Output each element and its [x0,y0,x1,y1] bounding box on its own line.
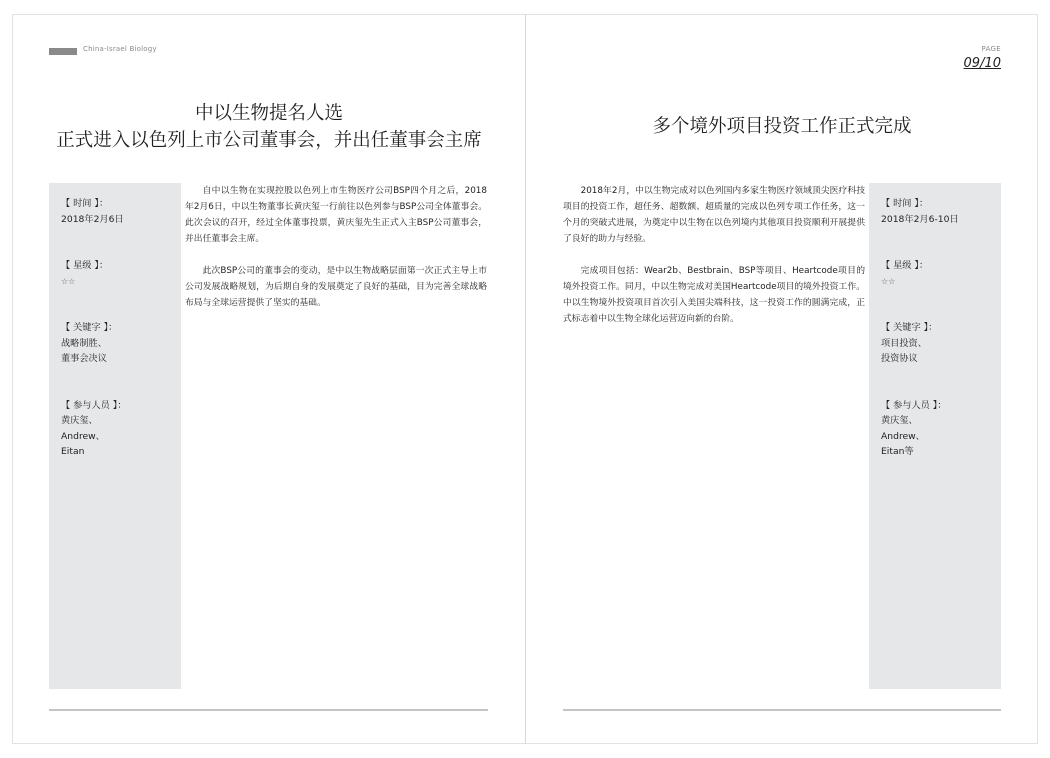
time-value: 2018年2月6日 [61,213,124,225]
participant-item: Andrew、 [881,430,925,442]
page-label: PAGE [981,45,1001,53]
keyword-item: 项目投资、 [881,337,927,349]
participants-label: 【 参与人员 】： [61,399,127,411]
time-label: 【 时间 】： [61,198,109,209]
star-rating: ☆☆ [881,276,896,286]
participant-item: Andrew、 [61,430,105,442]
right-info-sidebar [869,183,1001,689]
right-page-title: 多个境外项目投资工作正式完成 [652,116,912,137]
body-paragraph: 完成项目包括：Wear2b、Bestbrain、BSP等项目、Heartcode项目的境外投资工作。同月，中以生物完成对美国Heartcode项目的境外投资工作。中以生物境外投资项目首次引入美国尖端科技，这一投资工作的圆满完成，正式标志着中以生物全球化运营迈向新的台阶。 [563,266,865,324]
body-paragraph: 2018年2月，中以生物完成对以色列国内多家生物医疗领域顶尖医疗科技项目的投资工作，超任务、超数额、超质量的完成以色列专项工作任务，这一个月的突破式进展，为奠定中以生物在以色列境内其他项目投资顺利开展提供了良好的助力与经验。 [563,186,865,244]
keywords-field [61,320,169,367]
keyword-item: 战略制胜、 [61,337,107,349]
participant-item: 黄庆玺、 [61,415,98,426]
keywords-field [881,320,989,367]
time-field [881,196,989,227]
body-paragraph: 此次BSP公司的董事会的变动，是中以生物战略层面第一次正式主导上市公司发展战略规划，为后期自身的发展奠定了良好的基础，目为完善全球战略布局与全球运营提供了坚实的基础。 [185,266,487,308]
star-rating: ☆☆ [61,276,76,286]
participant-item: Eitan [61,446,85,457]
participants-field [881,398,989,460]
left-info-sidebar [49,183,181,689]
left-bottom-rule [49,709,488,711]
left-title-line-1: 中以生物提名人选 [194,103,343,124]
right-body-text [563,183,865,343]
participants-field [61,398,169,460]
participants-label: 【 参与人员 】： [881,399,947,411]
rating-label: 【 星级 】： [61,260,109,271]
participant-item: Eitan等 [881,446,914,457]
time-field [61,196,169,227]
keywords-label: 【 关键字 】： [61,322,118,333]
rating-field [881,258,989,289]
keywords-label: 【 关键字 】： [881,322,938,333]
time-label: 【 时间 】： [881,198,929,209]
brand-name: China-Israel Biology [83,45,157,53]
left-body-text [185,183,487,327]
brand-bar-mark [49,48,77,55]
left-page-title [12,100,526,154]
body-paragraph: 自中以生物在实现控股以色列上市生物医疗公司BSP四个月之后，2018年2月6日，中以生物董事长黄庆玺一行前往以色列参与BSP公司全体董事会。此次会议的召开，经过全体董事投票，黄庆玺先生正式入主BSP公司董事会，并出任董事会主席。 [185,186,487,244]
page-number: 09/10 [963,56,1001,71]
rating-label: 【 星级 】： [881,260,929,271]
rating-field [61,258,169,289]
right-bottom-rule [563,709,1001,711]
time-value: 2018年2月6-10日 [881,213,959,225]
left-title-line-2: 正式进入以色列上市公司董事会，并出任董事会主席 [56,130,482,151]
participant-item: 黄庆玺、 [881,415,918,426]
keyword-item: 投资协议 [881,353,918,364]
keyword-item: 董事会决议 [61,353,107,364]
